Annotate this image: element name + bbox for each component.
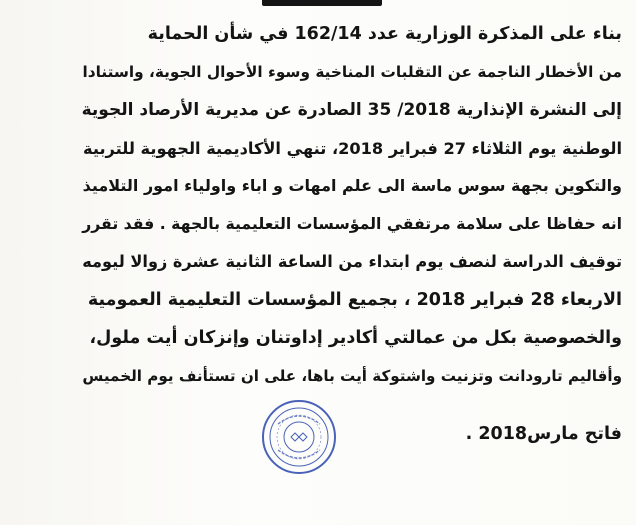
text-line-8: الاربعاء 28 فبراير 2018 ، بجميع المؤسسات التعليمية العمومية — [87, 290, 622, 310]
stamp-graphic — [264, 402, 334, 472]
text-line-2: من الأخطار الناجمة عن التقلبات المناخية وسوء الأحوال الجوية، واستنادا — [82, 63, 622, 81]
text-line-9: والخصوصية بكل من عمالتي أكادير إداوتنان وإنزكان أيت ملول، — [89, 328, 622, 348]
text-line-6: انه حفاظا على سلامة مرتفقي المؤسسات التعليمية بالجهة . فقد تقرر — [82, 214, 622, 233]
header-mark — [262, 0, 382, 6]
text-line-11: فاتح مارس2018 . — [465, 424, 622, 444]
text-line-7: توقيف الدراسة لنصف يوم ابتداء من الساعة الثانية عشرة زوالا ليومه — [82, 252, 622, 271]
text-line-10: وأقاليم تارودانت وتزنيت واشتوكة أيت باها، على ان تستأنف يوم الخميس — [82, 367, 622, 385]
text-line-5: والتكوين بجهة سوس ماسة الى علم امهات و اباء واولياء امور التلاميذ — [82, 176, 622, 195]
text-line-4: الوطنية يوم الثلاثاء 27 فبراير 2018، تنهي الأكاديمية الجهوية للتربية — [83, 139, 622, 158]
text-line-1: بناء على المذكرة الوزارية عدد 162/14 في شأن الحماية — [147, 24, 622, 44]
text-line-3: إلى النشرة الإنذارية 2018/ 35 الصادرة عن مديرية الأرصاد الجوية — [81, 100, 622, 120]
official-stamp-icon — [262, 400, 336, 474]
